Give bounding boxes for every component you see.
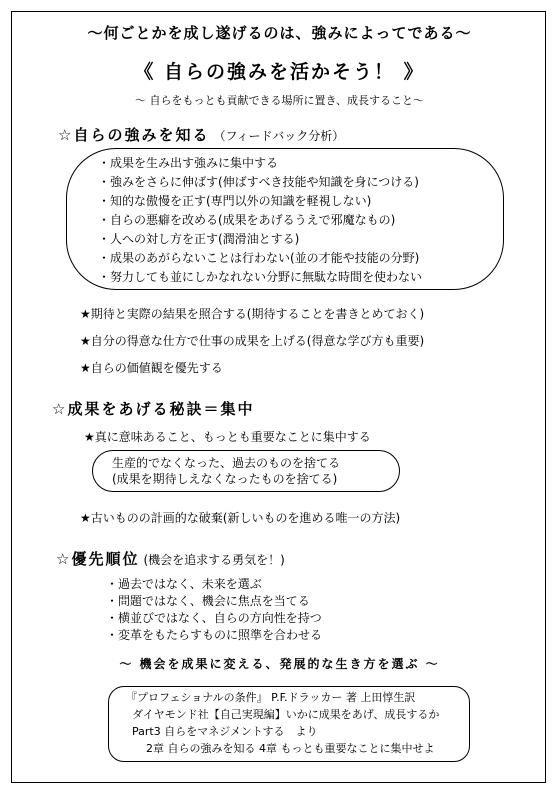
reference-line-3: Part3 自らをマネジメントする より xyxy=(132,725,318,738)
reference-line-4: 2章 自らの強みを知る 4章 もっとも重要なことに集中せよ xyxy=(146,742,435,755)
closing-statement: ～ 機会を成果に変える、発展的な生き方を選ぶ ～ xyxy=(119,657,440,671)
list-item: ・人への対し方を正す(潤滑油とする) xyxy=(98,232,300,246)
strengths-star-1: ★期待と実際の結果を照合する(期待することを書きとめておく) xyxy=(80,307,425,321)
section-priority-note: (機会を追求する勇気を！) xyxy=(143,553,285,567)
header-tagline: ～何ごとかを成し遂げるのは、強みによってである～ xyxy=(87,24,472,42)
section-focus-heading: ☆成果をあげる秘訣＝集中 xyxy=(52,400,255,418)
list-item: ・横並びではなく、自らの方向性を持つ xyxy=(106,611,322,625)
page-subtitle: ～ 自らをもっとも貢献できる場所に置き、成長すること～ xyxy=(134,94,425,107)
reference-line-2: ダイヤモンド社【自己実現編】いかに成果をあげ、成長するか xyxy=(132,708,440,721)
list-item: ・問題ではなく、機会に焦点を当てる xyxy=(106,594,310,608)
strengths-list xyxy=(98,154,422,287)
reference-text xyxy=(126,689,439,757)
reference-line-1: 『プロフェショナルの条件』 P.F.ドラッカー 著 上田惇生訳 xyxy=(126,691,416,704)
section-strengths-note: （フィードバック分析） xyxy=(213,129,345,143)
focus-star-2: ★古いものの計画的な破棄(新しいものを進める唯一の方法) xyxy=(80,511,401,525)
focus-oval-line-2: (成果を期待しえなくなったものを捨てる) xyxy=(112,472,338,486)
page-title: 《 自らの強みを活かそう！ 》 xyxy=(134,61,425,83)
list-item: ・強みをさらに伸ばす(伸ばすべき技能や知識を身につける) xyxy=(98,175,419,189)
focus-oval-text xyxy=(112,455,340,487)
list-item: ・成果を生み出す強みに集中する xyxy=(98,156,279,170)
focus-oval-line-1: 生産的でなくなった、過去のものを捨てる xyxy=(112,456,341,470)
list-item: ・自らの悪癖を改める(成果をあげるうえで邪魔なもの) xyxy=(98,213,396,227)
section-strengths-heading xyxy=(58,124,344,145)
section-strengths-title: ☆自らの強みを知る xyxy=(58,126,210,144)
strengths-star-3: ★自らの価値観を優先する xyxy=(80,361,223,375)
list-item: ・成果のあがらないことは行わない(並の才能や技能の分野) xyxy=(98,251,420,265)
list-item: ・努力しても並にしかなれない分野に無駄な時間を使わない xyxy=(98,270,423,284)
strengths-star-2: ★自分の得意な仕方で仕事の成果を上げる(得意な学び方も重要) xyxy=(80,334,425,348)
priority-list xyxy=(106,576,322,644)
list-item: ・変革をもたらすものに照準を合わせる xyxy=(106,628,323,642)
list-item: ・知的な傲慢を正す(専門以外の知識を軽視しない) xyxy=(98,194,372,208)
list-item: ・過去ではなく、未来を選ぶ xyxy=(106,577,262,591)
section-priority-heading xyxy=(56,548,285,569)
section-priority-title: ☆優先順位 xyxy=(56,550,140,568)
focus-star-1: ★真に意味あること、もっとも重要なことに集中する xyxy=(84,430,371,444)
